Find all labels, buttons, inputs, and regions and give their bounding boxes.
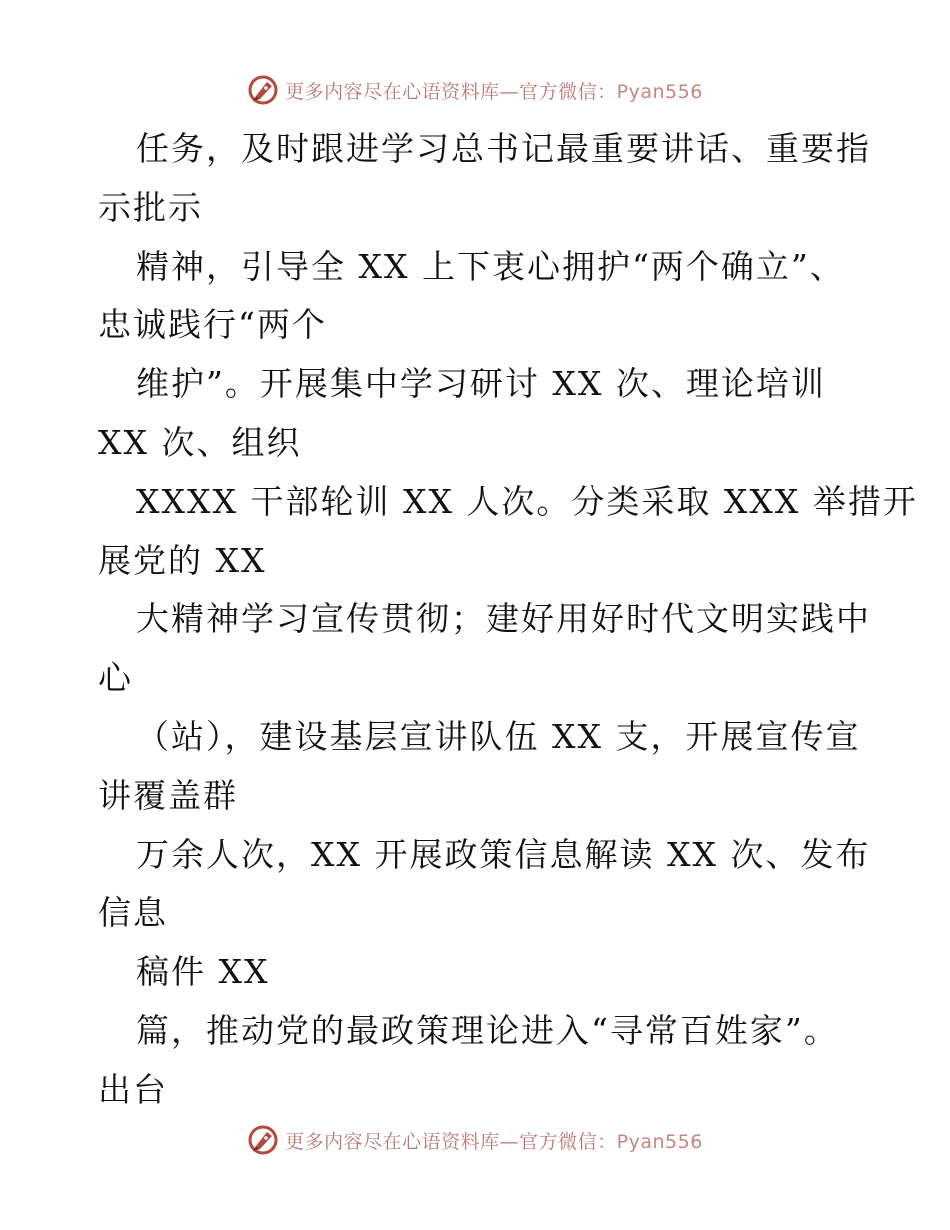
pen-nib-logo-icon [247, 1124, 279, 1156]
text-line: 信息 [98, 893, 168, 933]
text-line: 忠诚践行“两个 [98, 305, 327, 345]
text-line: 稿件 XX [136, 952, 270, 992]
watermark-wechat-id: Pyan556 [616, 1130, 703, 1153]
text-line: 示批示 [98, 187, 203, 227]
text-line: （站），建设基层宣讲队伍 XX 支，开展宣传宣 [136, 716, 861, 756]
text-line: 万余人次，XX 开展政策信息解读 XX 次、发布 [136, 834, 871, 874]
footer-watermark [0, 1120, 950, 1160]
watermark-label: 更多内容尽在心语资料库—官方微信： [285, 1130, 617, 1153]
text-line: 维护”。开展集中学习研讨 XX 次、理论培训 [136, 364, 826, 404]
text-line: 篇，推动党的最政策理论进入“寻常百姓家”。 [136, 1010, 839, 1050]
watermark-text [285, 77, 703, 104]
text-line: 大精神学习宣传贯彻；建好用好时代文明实践中 [136, 599, 871, 639]
text-line: 出台 [98, 1069, 168, 1109]
text-line: 心 [98, 658, 133, 698]
text-line: XXXX 干部轮训 XX 人次。分类采取 XXX 举措开 [136, 481, 918, 521]
header-watermark [0, 70, 950, 110]
text-line: 讲覆盖群 [98, 775, 238, 815]
text-line: 精神，引导全 XX 上下衷心拥护“两个确立”、 [136, 246, 845, 286]
text-line: 展党的 XX [98, 540, 267, 580]
watermark-wechat-id: Pyan556 [616, 80, 703, 103]
document-body [98, 120, 918, 1120]
text-line: 任务，及时跟进学习总书记最重要讲话、重要指 [136, 129, 871, 168]
watermark-label: 更多内容尽在心语资料库—官方微信： [285, 80, 617, 103]
watermark-text [285, 1127, 703, 1154]
pen-nib-logo-icon [247, 74, 279, 106]
text-line: XX 次、组织 [98, 422, 302, 462]
